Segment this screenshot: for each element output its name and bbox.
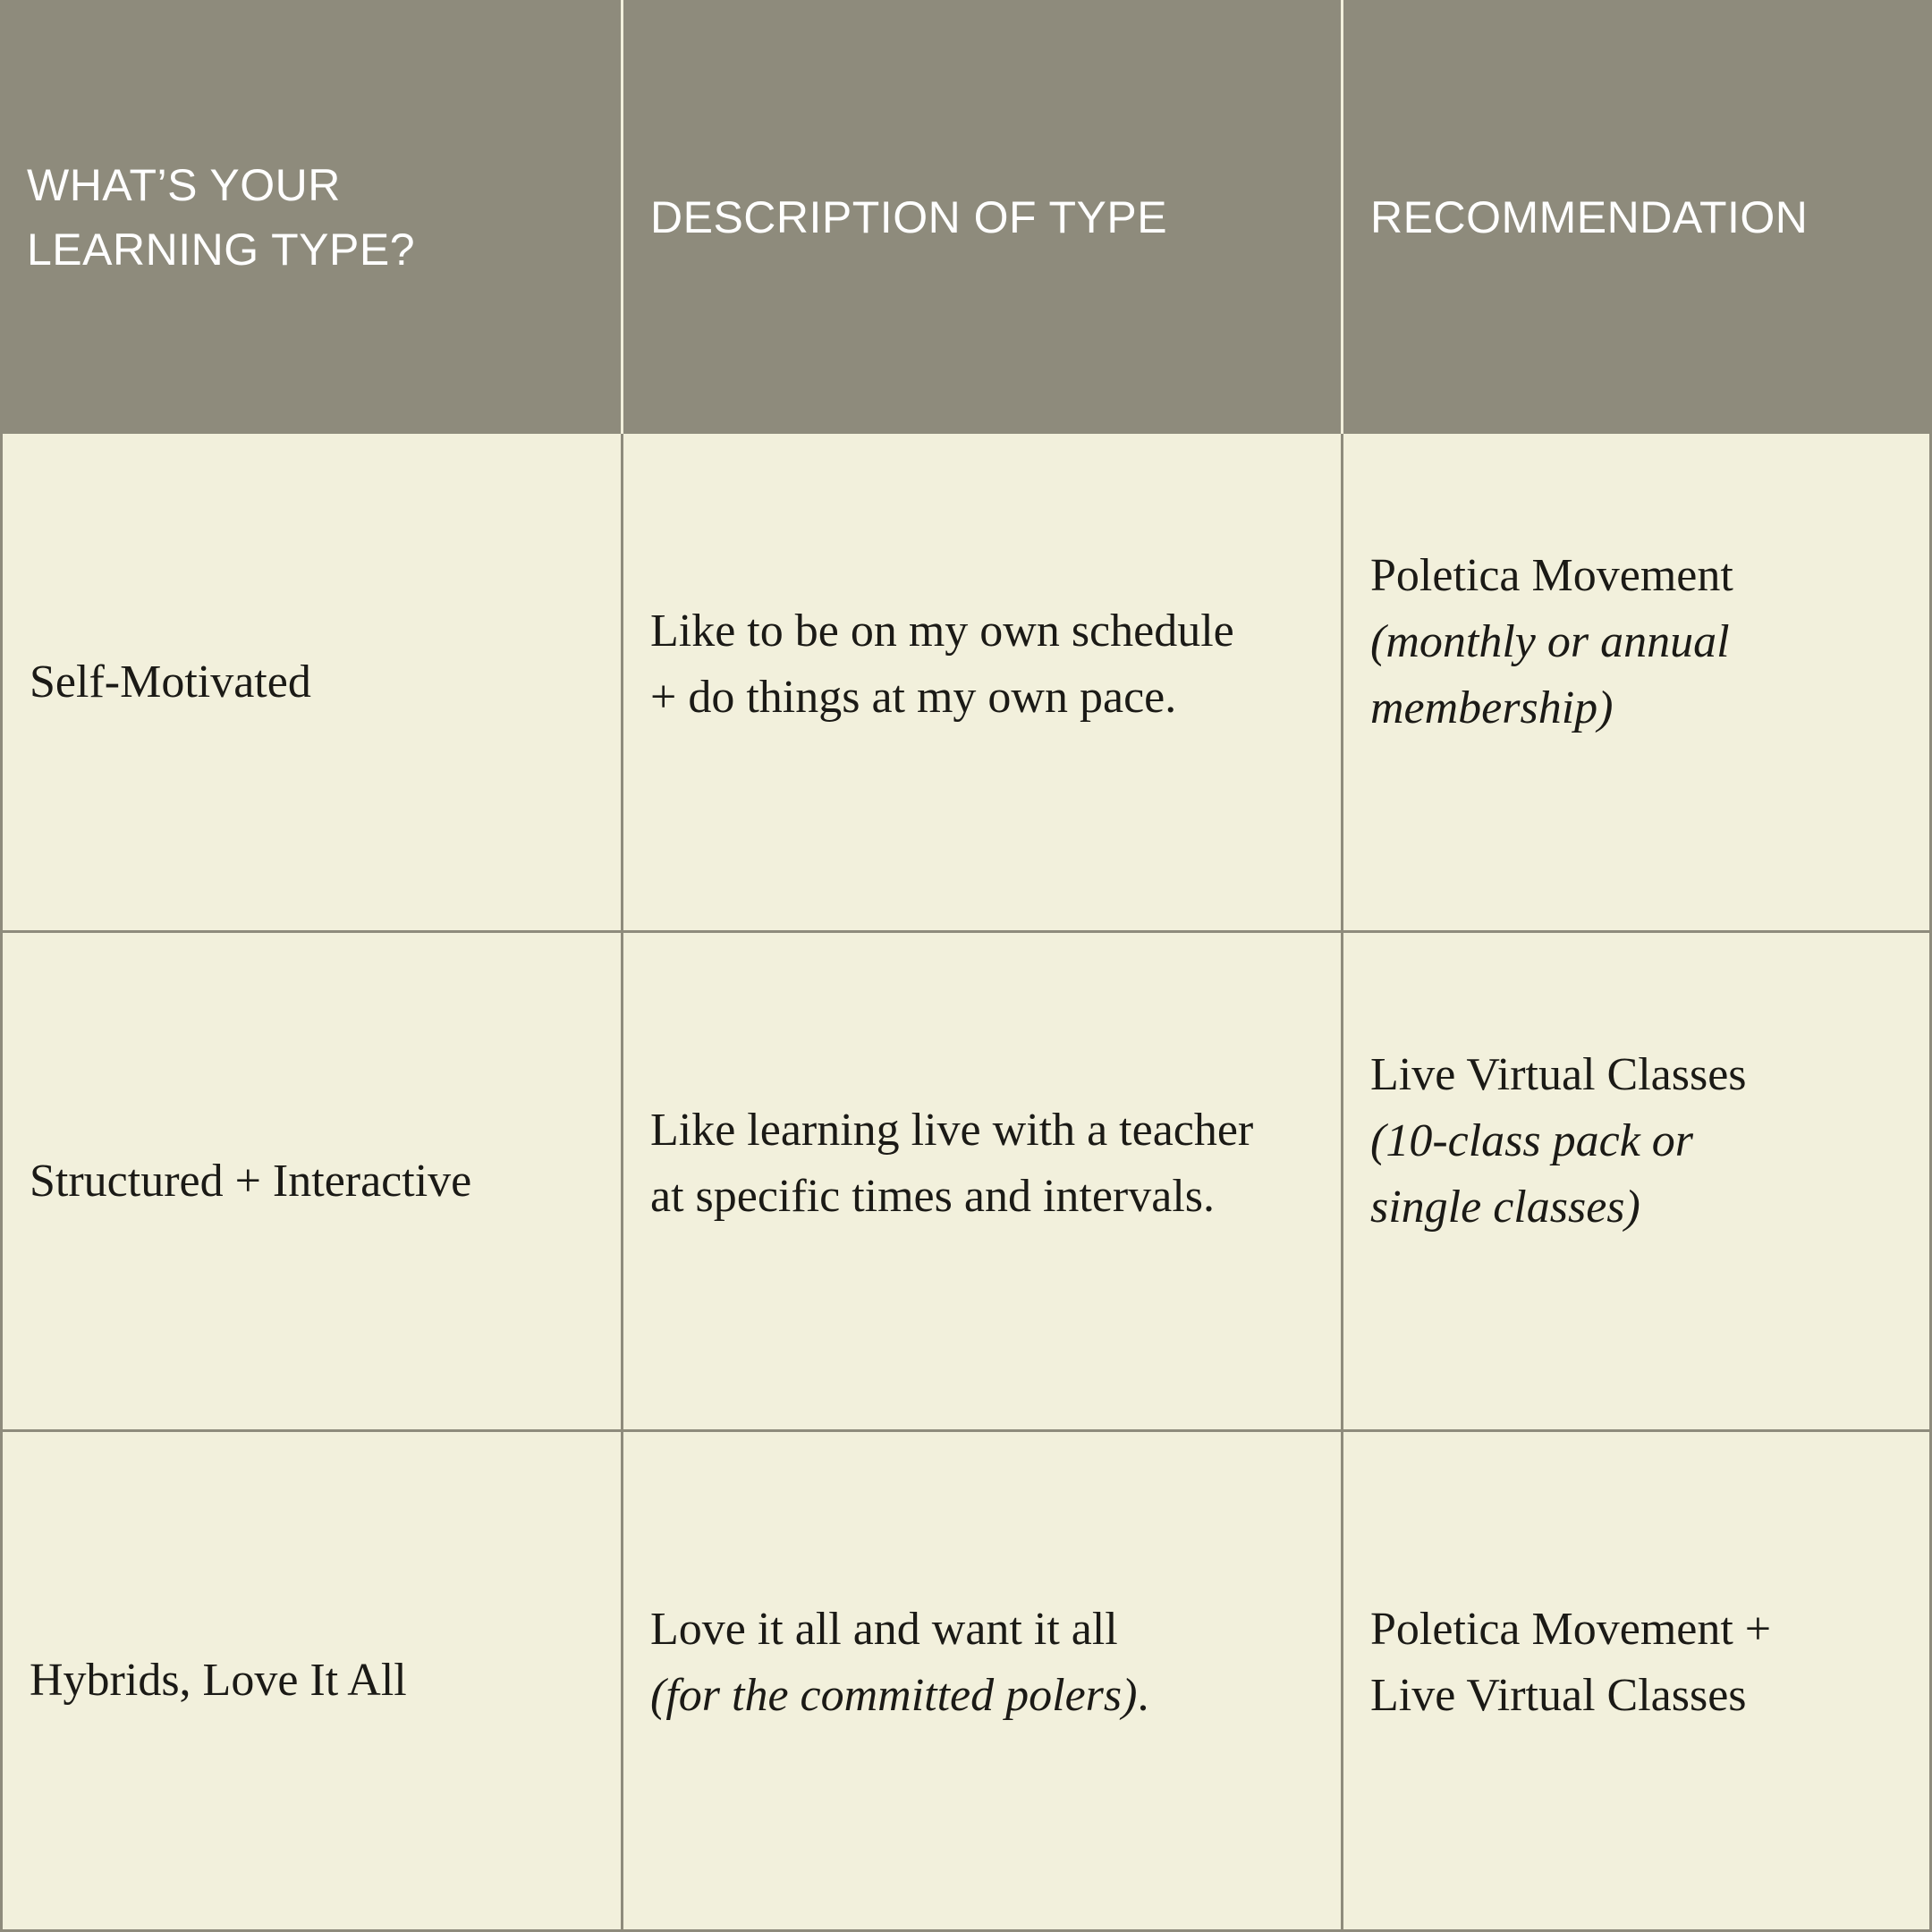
row3-type-cell [0,1432,623,1932]
row3-description [650,1597,1148,1729]
row3-description-period: . [1137,1670,1149,1721]
row2-recommendation-line1: Live Virtual Classes [1370,1048,1747,1100]
row3-description-line1: Love it all and want it all [650,1604,1118,1655]
row1-recommendation [1370,543,1733,741]
row3-recommendation-cell [1343,1432,1932,1932]
row1-recommendation-line1: Poletica Movement [1370,549,1733,601]
row1-type: Self-Motivated [30,656,311,708]
row2-recommendation-line2: (10-class pack or [1370,1114,1694,1166]
row1-description-cell [623,434,1343,933]
row1-recommendation-line2: (monthly or annual [1370,615,1730,667]
row1-type-cell [0,434,623,933]
row1-description-line1: Like to be on my own schedule [650,605,1234,657]
row3-type: Hybrids, Love It All [30,1655,407,1706]
header-learning-type-line2: LEARNING TYPE? [27,224,416,275]
header-learning-type-text [27,153,415,282]
row2-description-line2: at specific times and intervals. [650,1170,1216,1222]
row1-recommendation-line3: membership) [1370,682,1614,733]
row2-recommendation-cell [1343,933,1932,1432]
row1-description-line2: + do things at my own pace. [650,671,1177,723]
header-recommendation [1343,0,1932,434]
row2-description [650,1097,1253,1230]
row3-recommendation [1370,1597,1771,1729]
header-learning-type-line1: WHAT’S YOUR [27,159,341,210]
row2-type-cell [0,933,623,1432]
row3-description-line2 [650,1663,1148,1729]
row3-description-italic: (for the committed polers) [650,1670,1138,1721]
row1-description [650,598,1234,731]
header-description [623,0,1343,434]
row2-type: Structured + Interactive [30,1155,472,1207]
row1-recommendation-cell [1343,434,1932,933]
row2-recommendation-line3: single classes) [1370,1181,1640,1233]
header-description-text: DESCRIPTION OF TYPE [650,191,1168,242]
row2-description-cell [623,933,1343,1432]
row3-recommendation-line2: Live Virtual Classes [1370,1670,1747,1721]
header-recommendation-text: RECOMMENDATION [1370,191,1809,242]
row3-description-cell [623,1432,1343,1932]
row3-recommendation-line1: Poletica Movement + [1370,1604,1772,1655]
row2-recommendation [1370,1042,1747,1241]
header-learning-type [0,0,623,434]
row2-description-line1: Like learning live with a teacher [650,1104,1254,1156]
